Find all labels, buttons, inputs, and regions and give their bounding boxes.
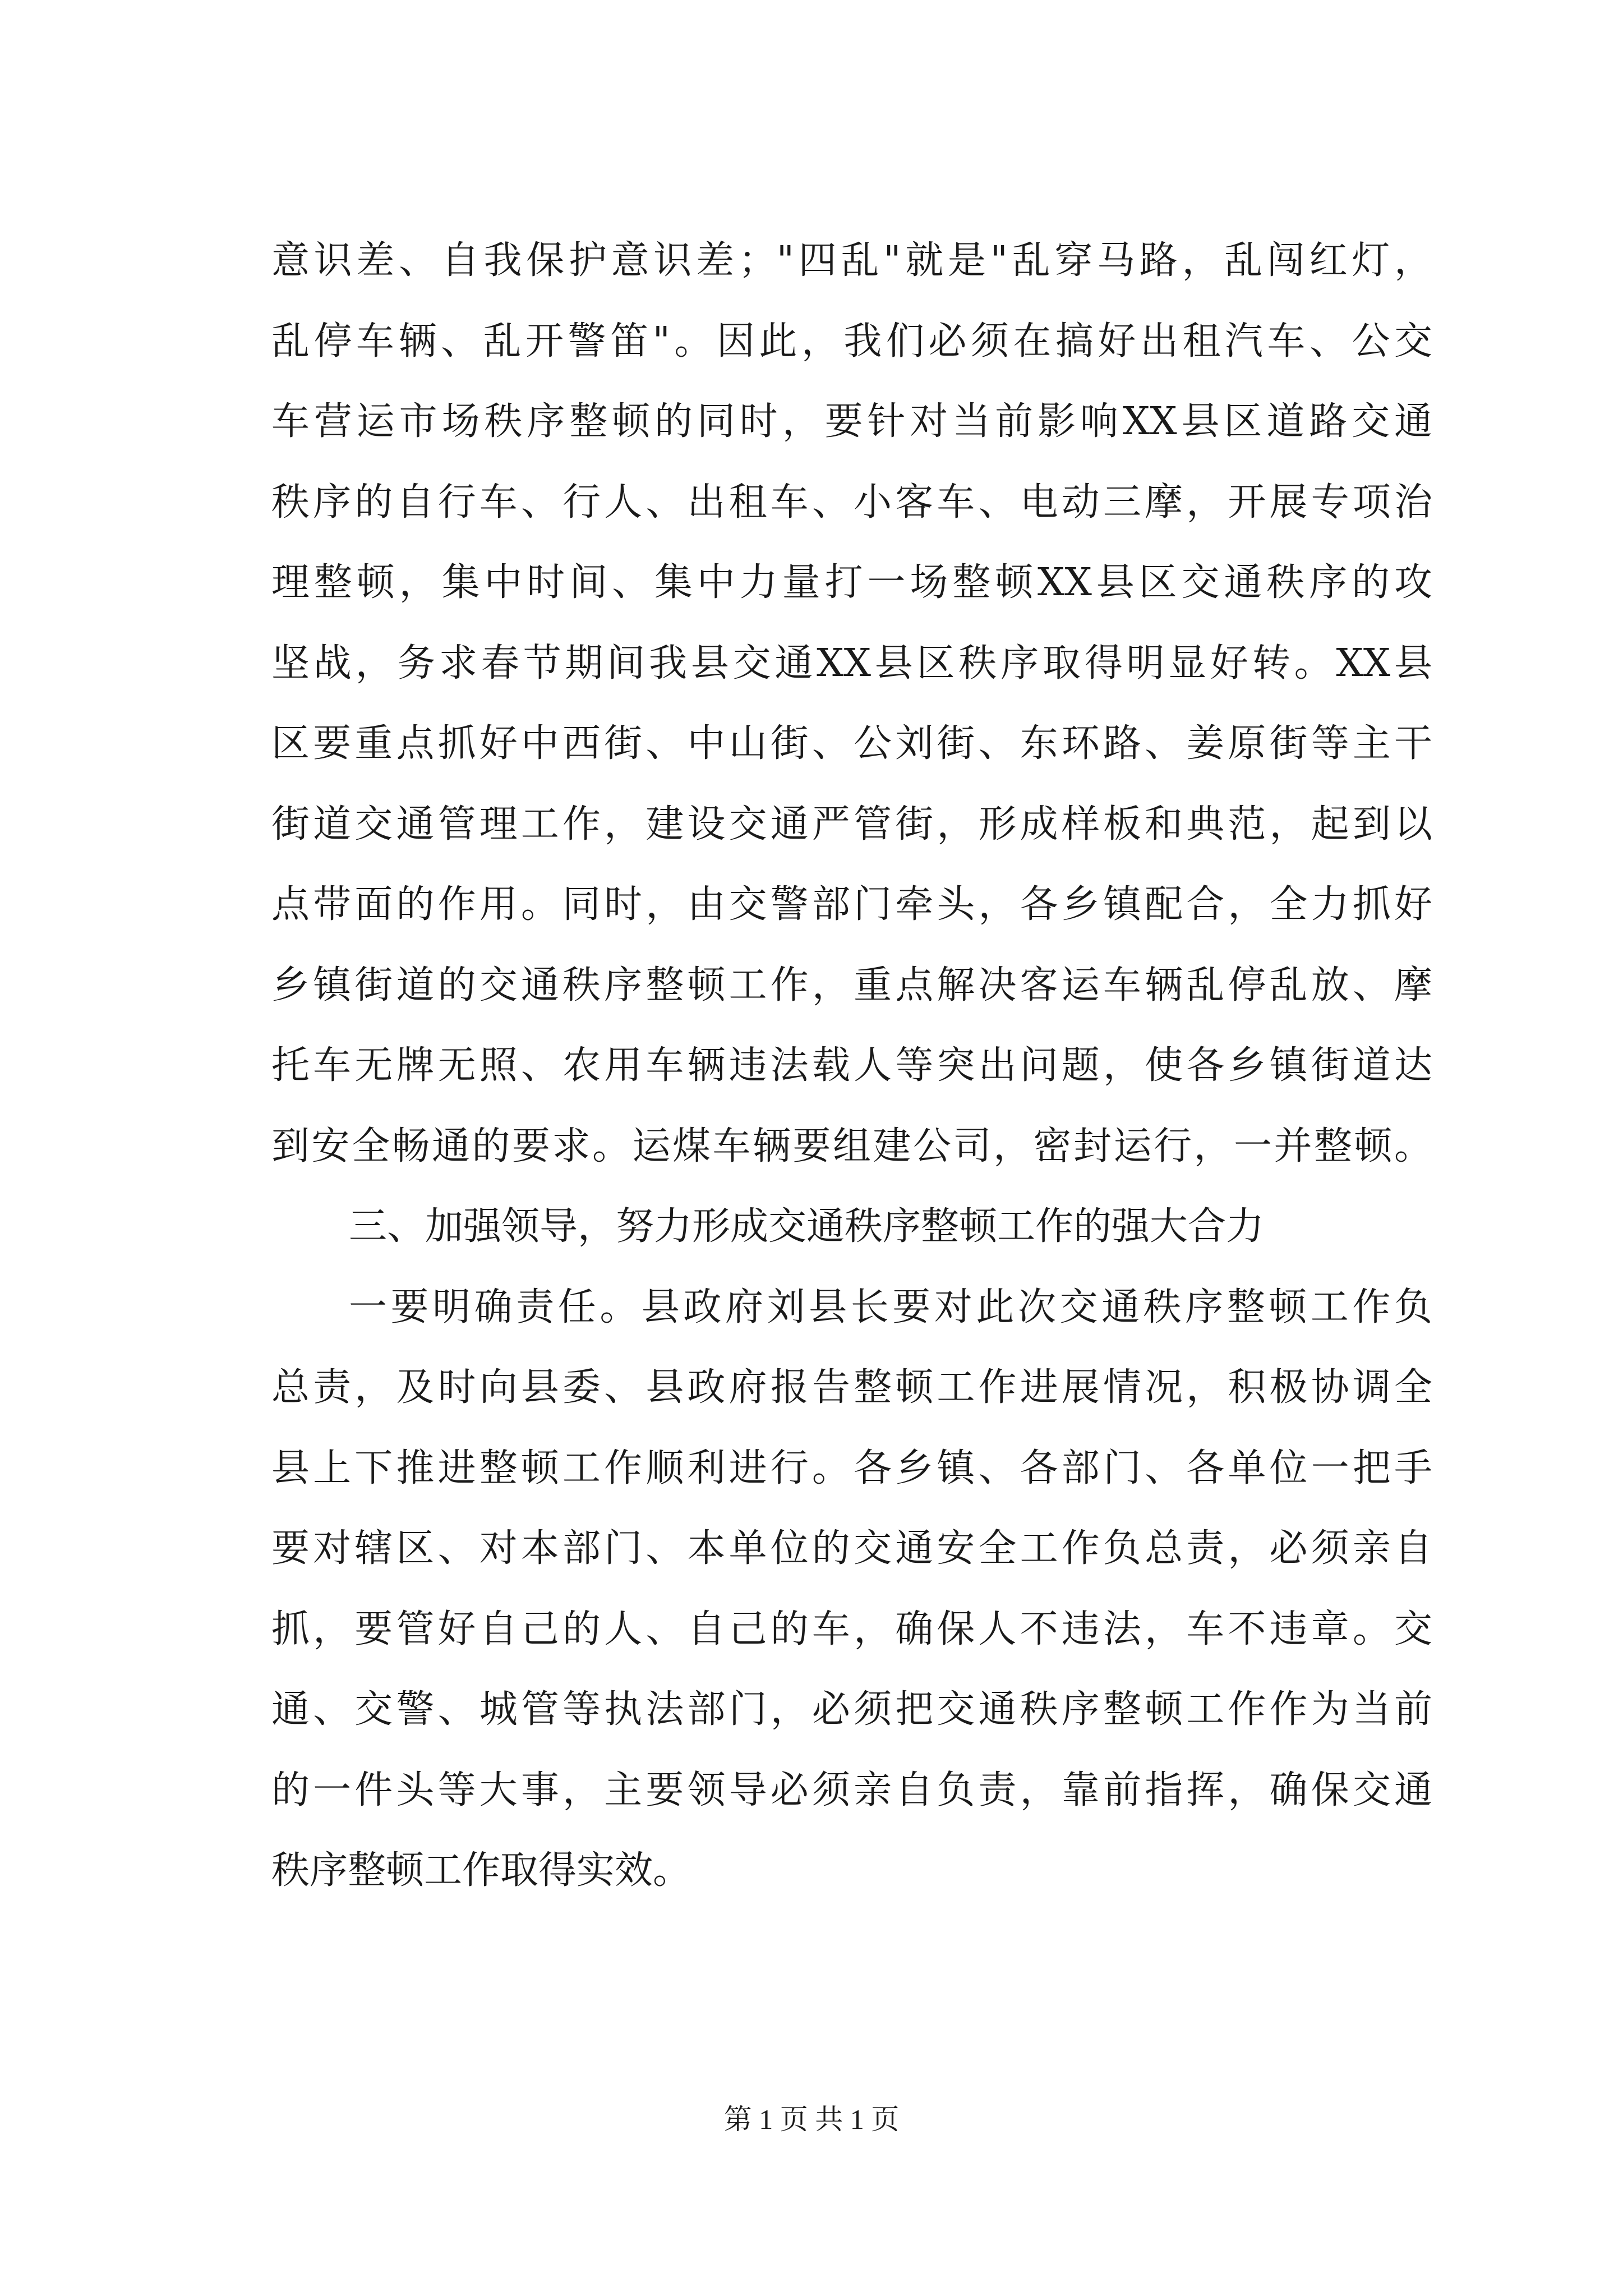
- text-line: 一要明确责任。县政府刘县长要对此次交通秩序整顿工作负: [349, 1285, 1432, 1329]
- text-line: 坚战，务求春节期间我县交通XX县区秩序取得明显好转。XX县: [271, 641, 1432, 685]
- text-line: 乱停车辆、乱开警笛"。因此，我们必须在搞好出租汽车、公交: [271, 319, 1432, 364]
- body-text: [271, 220, 1432, 1911]
- text-line: 意识差、自我保护意识差；"四乱"就是"乱穿马路，乱闯红灯，: [271, 238, 1432, 283]
- text-line: 秩序的自行车、行人、出租车、小客车、电动三摩，开展专项治: [271, 480, 1432, 524]
- text-line: 要对辖区、对本部门、本单位的交通安全工作负总责，必须亲自: [271, 1526, 1432, 1571]
- text-line: 秩序整顿工作取得实效。: [271, 1848, 691, 1893]
- page-footer: [0, 2102, 1623, 2136]
- text-line: 总责，及时向县委、县政府报告整顿工作进展情况，积极协调全: [271, 1365, 1432, 1410]
- text-line: 车营运市场秩序整顿的同时，要针对当前影响XX县区道路交通: [271, 399, 1432, 444]
- page-number-label: 第 1 页 共 1 页: [723, 2104, 900, 2135]
- text-line: 通、交警、城管等执法部门，必须把交通秩序整顿工作作为当前: [271, 1687, 1432, 1732]
- text-line: 县上下推进整顿工作顺利进行。各乡镇、各部门、各单位一把手: [271, 1446, 1432, 1490]
- text-line: 到安全畅通的要求。运煤车辆要组建公司，密封运行，一并整顿。: [271, 1124, 1432, 1168]
- text-line: 乡镇街道的交通秩序整顿工作，重点解决客运车辆乱停乱放、摩: [271, 963, 1432, 1007]
- text-line: 托车无牌无照、农用车辆违法载人等突出问题，使各乡镇街道达: [271, 1043, 1432, 1088]
- text-line: 点带面的作用。同时，由交警部门牵头，各乡镇配合，全力抓好: [271, 882, 1432, 927]
- text-line: 街道交通管理工作，建设交通严管街，形成样板和典范，起到以: [271, 802, 1432, 846]
- text-line: 的一件头等大事，主要领导必须亲自负责，靠前指挥，确保交通: [271, 1768, 1432, 1812]
- text-line: 抓，要管好自己的人、自己的车，确保人不违法，车不违章。交: [271, 1607, 1432, 1651]
- text-line: 理整顿，集中时间、集中力量打一场整顿XX县区交通秩序的攻: [271, 560, 1432, 605]
- text-line: 区要重点抓好中西街、中山街、公刘街、东环路、姜原街等主干: [271, 721, 1432, 766]
- section-heading: 三、加强领导，努力形成交通秩序整顿工作的强大合力: [349, 1204, 1265, 1249]
